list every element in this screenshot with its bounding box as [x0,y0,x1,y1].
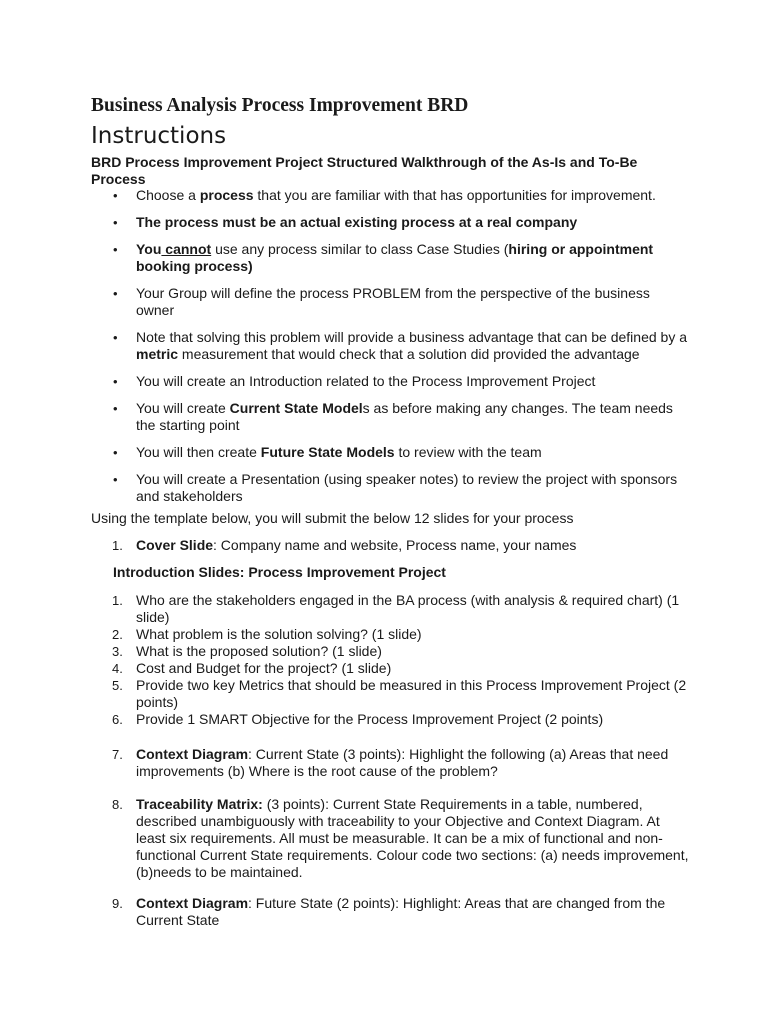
bullet-item [91,373,691,390]
list-item [91,677,691,711]
list-item [91,592,691,626]
template-intro-line: Using the template below, you will submit the below 12 slides for your process [91,510,574,526]
list-item [91,626,691,643]
bullet-bold-text: Current State Model [229,400,363,416]
context-diagram-future-list [91,895,691,929]
bullet-text: Your Group will define the process PROBLEM from the perspective of the business owner [136,285,650,318]
item-text: Provide 1 SMART Objective for the Process Improvement Project (2 points) [136,711,604,727]
item-text: What is the proposed solution? (1 slide) [136,643,382,659]
introduction-slides-list [91,592,691,728]
item-text: Cost and Budget for the project? (1 slide) [136,660,392,676]
item-number: 2. [112,627,123,642]
bullet-bold-text: process [199,187,254,203]
bullet-underlined-text: cannot [161,241,212,257]
item-number: 7. [112,747,123,762]
instructions-heading: Instructions [91,123,227,149]
item-number: 8. [112,797,123,812]
list-item [91,660,691,677]
introduction-section-heading: Introduction Slides: Process Improvement Project [113,564,446,580]
item-text: : Future State (2 points): Highlight: Areas that are changed from the Current State [136,895,666,928]
context-diagram-current-list [91,746,691,780]
document-title: Business Analysis Process Improvement BRD [91,95,469,116]
item-number: 5. [112,678,123,693]
bullet-text: You will then create [136,444,261,460]
bullet-bold-text: The process must be an actual existing process at a real company [136,214,578,230]
bullet-item [91,241,691,275]
instruction-bullets [91,187,691,515]
item-text: (3 points): Current State Requirements in a table, numbered, described unambiguously with traceability to your Objective and Context Diagram. At least six requirements. All must be measurable. It can be a mix of functional and non-functional Current State requirements. Colour code two sections: (a) needs improvement, (b)needs to be maintained. [136,796,689,880]
bullet-text: You will create [136,400,230,416]
bullet-text: Note that solving this problem will provide a business advantage that can be defined by a [136,329,688,345]
project-subheading: BRD Process Improvement Project Structured Walkthrough of the As-Is and To-Be Process [91,154,638,187]
item-text: : Company name and website, Process name, your names [213,537,577,553]
bullet-bold-text: metric [136,346,179,362]
bullet-item [91,400,691,434]
item-number: 3. [112,644,123,659]
bullet-text: Choose a [136,187,200,203]
bullet-item [91,214,691,231]
item-number: 9. [112,896,123,911]
bullet-bold-text: hiring or appointment booking process) [136,241,654,274]
bullet-item [91,444,691,461]
cover-list [91,537,691,554]
item-number: 4. [112,661,123,676]
bullet-text: that you are familiar with that has opportunities for improvement. [253,187,656,203]
bullet-bold-text: You [136,241,162,257]
item-text: What problem is the solution solving? (1 slide) [136,626,422,642]
bullet-text: to review with the team [394,444,542,460]
bullet-item [91,285,691,319]
item-text: : Current State (3 points): Highlight the following (a) Areas that need improvements (b) Where is the root cause of the problem? [136,746,669,779]
bullet-item [91,187,691,204]
item-number: 6. [112,712,123,727]
traceability-matrix-list [91,796,691,881]
item-bold-text: Traceability Matrix: [136,796,263,812]
list-item [91,746,691,780]
bullet-bold-text: Future State Models [260,444,395,460]
list-item [91,895,691,929]
bullet-text: You will create an Introduction related to the Process Improvement Project [136,373,596,389]
item-bold-text: Context Diagram [136,895,249,911]
item-text: Provide two key Metrics that should be measured in this Process Improvement Project (2 points) [136,677,687,710]
item-bold-text: Context Diagram [136,746,249,762]
list-item [91,537,691,554]
list-item [91,796,691,881]
bullet-text: You will create a Presentation (using speaker notes) to review the project with sponsors and stakeholders [136,471,678,504]
bullet-text: measurement that would check that a solution did provided the advantage [178,346,640,362]
bullet-text: s as before making any changes. The team needs the starting point [136,400,673,433]
list-item [91,711,691,728]
bullet-text: use any process similar to class Case Studies ( [211,241,509,257]
item-text: Who are the stakeholders engaged in the BA process (with analysis & required chart) (1 slide) [136,592,680,625]
bullet-item [91,471,691,505]
item-bold-text: Cover Slide [136,537,214,553]
item-number: 1. [112,538,123,553]
bullet-item [91,329,691,363]
list-item [91,643,691,660]
item-number: 1. [112,593,123,608]
